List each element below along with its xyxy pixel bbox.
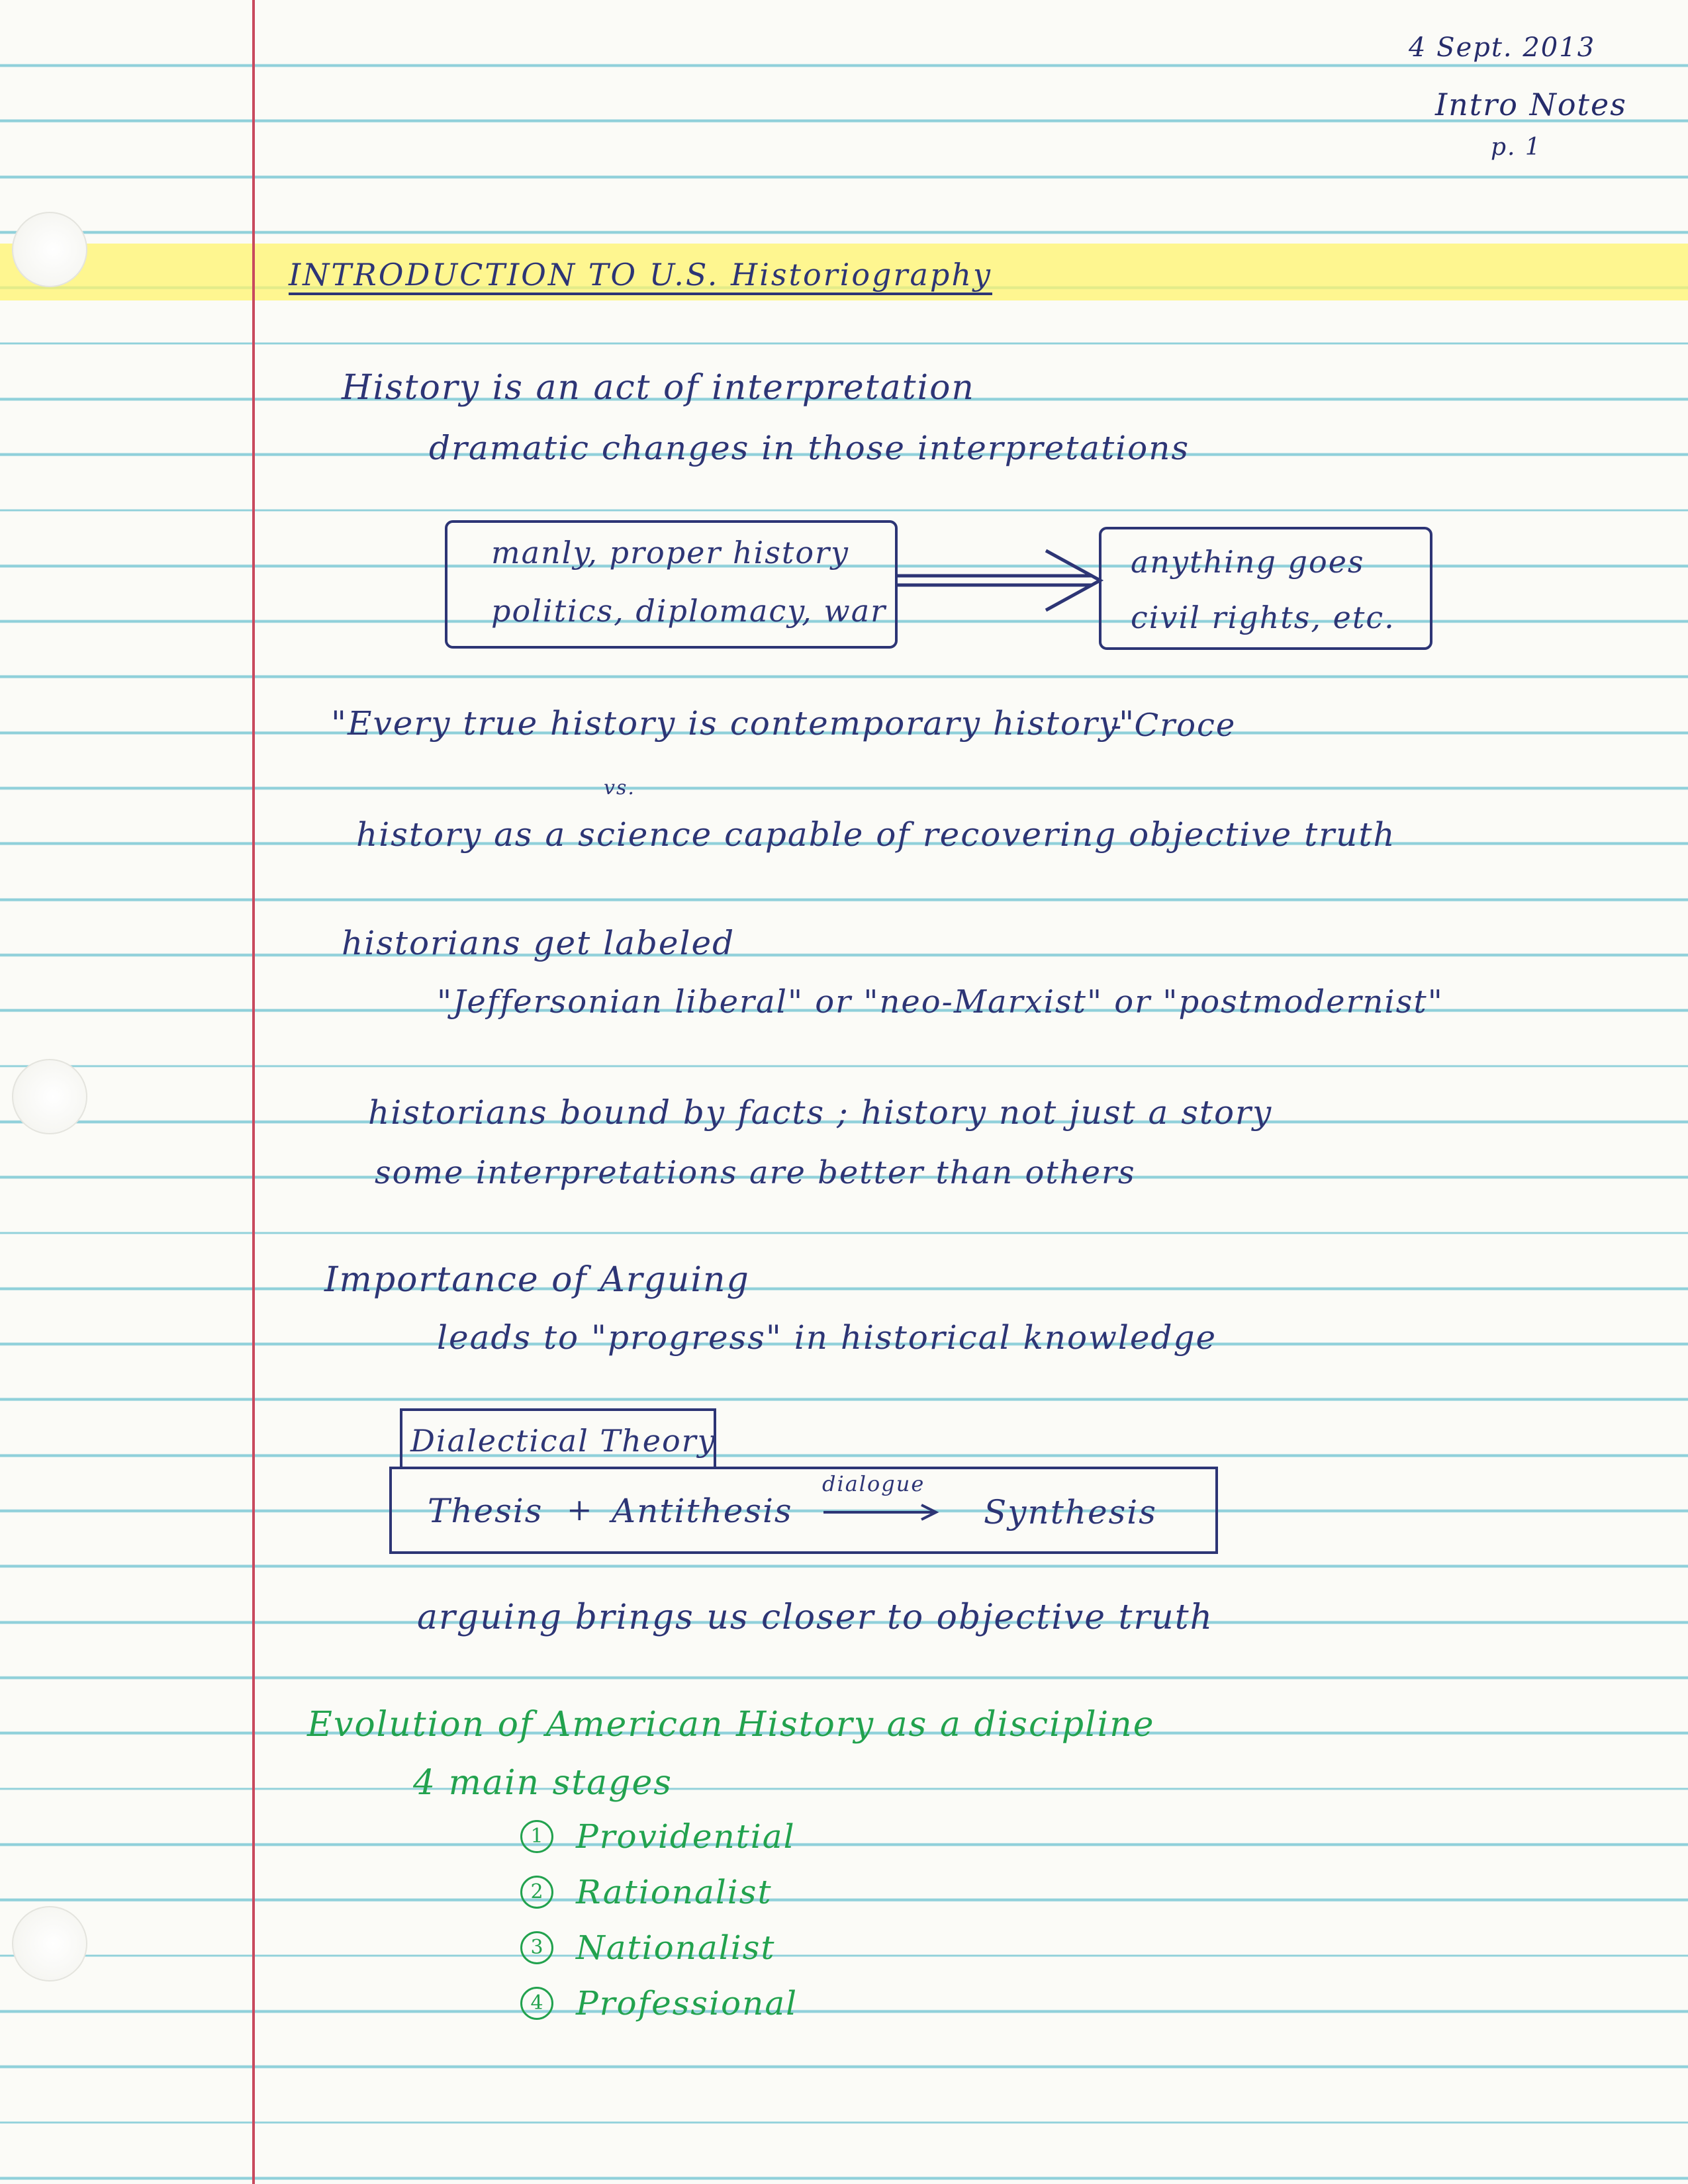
main-stages-subheading: 4 main stages (413, 1763, 673, 1803)
stage-label-2: Rationalist (576, 1873, 773, 1911)
antithesis-label: Antithesis (612, 1492, 793, 1530)
stage-label-4: Professional (576, 1984, 798, 2023)
arguing-heading: Importance of Arguing (324, 1260, 750, 1300)
stage-number-3: 3 (520, 1931, 553, 1964)
page-title: INTRODUCTION TO U.S. Historiography (289, 259, 992, 295)
dialogue-label: dialogue (822, 1471, 925, 1496)
stage-number-1: 1 (520, 1820, 553, 1853)
plus-sign: + (567, 1492, 594, 1527)
historian-labels-line: "Jeffersonian liberal" or "neo-Marxist" or "postmodernist" (437, 983, 1444, 1021)
punch-hole-top (12, 212, 87, 287)
box-right-line-2: civil rights, etc. (1131, 600, 1395, 635)
box-left-line-2: politics, diplomacy, war (491, 593, 887, 629)
croce-quote: "Every true history is contemporary history" (331, 704, 1136, 743)
box-right-line-1: anything goes (1131, 544, 1365, 580)
dialectical-label-tab (400, 1408, 716, 1467)
historians-labeled-line: historians get labeled (342, 924, 735, 962)
synthesis-label: Synthesis (984, 1493, 1157, 1531)
stage-label-1: Providential (576, 1817, 796, 1856)
dramatic-changes-line: dramatic changes in those interpretations (429, 429, 1190, 467)
progress-line: leads to "progress" in historical knowledge (437, 1318, 1217, 1357)
evolution-heading: Evolution of American History as a discipline (307, 1705, 1155, 1745)
arguing-truth-line: arguing brings us closer to objective truth (417, 1598, 1214, 1637)
stage-number-4: 4 (520, 1987, 553, 2020)
stage-number-2: 2 (520, 1876, 553, 1909)
header-label: Intro Notes (1435, 87, 1627, 122)
header-page: p. 1 (1491, 134, 1542, 161)
box-proper-history (445, 520, 898, 649)
punch-hole-bottom (12, 1906, 87, 1981)
margin-line (252, 0, 255, 2184)
dialectical-label: Dialectical Theory (410, 1423, 716, 1459)
history-science-line: history as a science capable of recovering objective truth (356, 815, 1396, 854)
history-interpretation-line: History is an act of interpretation (342, 368, 975, 408)
punch-hole-middle (12, 1059, 87, 1134)
dialogue-arrow-icon (822, 1502, 941, 1522)
bound-by-facts-line: historians bound by facts ; history not just a story (368, 1093, 1273, 1132)
stage-label-3: Nationalist (576, 1929, 776, 1967)
header-date: 4 Sept. 2013 (1409, 32, 1596, 63)
arrow-right-icon (894, 543, 1105, 615)
thesis-label: Thesis (428, 1492, 543, 1530)
dialectical-box (389, 1467, 1218, 1554)
croce-attribution: - Croce (1111, 707, 1237, 744)
versus-label: vs. (604, 776, 635, 799)
box-anything-goes (1099, 527, 1432, 650)
box-left-line-1: manly, proper history (491, 535, 850, 570)
better-interpretations-line: some interpretations are better than others (375, 1154, 1136, 1191)
